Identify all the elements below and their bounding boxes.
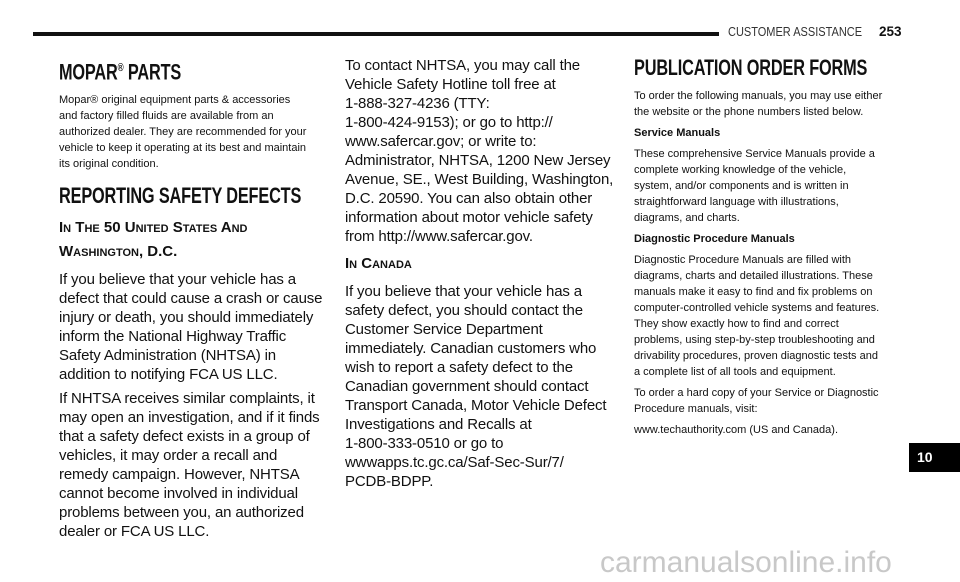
text-line: diagrams, charts and detailed illustrations. These (634, 270, 873, 282)
text-line: Customer Service Department (345, 321, 543, 338)
heading-text: MOPAR (59, 59, 118, 85)
text-line: Avenue, SE., West Building, Washington, (345, 171, 614, 188)
text-line: information about motor vehicle safety (345, 209, 593, 226)
text-line: manuals make it easy to find and fix problems on (634, 286, 873, 298)
column-1 (59, 56, 327, 546)
heading-reporting-safety-defects: REPORTING SAFETY DEFECTS (59, 183, 302, 209)
chapter-tab[interactable]: 10 (909, 443, 960, 472)
text-line: addition to notifying FCA US LLC. (59, 366, 278, 384)
text-line: To order a hard copy of your Service or Diagnostic (634, 387, 879, 399)
text-line: They show exactly how to find and correct (634, 318, 839, 330)
subheading-line: In The 50 United States And (59, 219, 248, 237)
text-line: the website or the phone numbers listed below. (634, 106, 864, 118)
text-line: remedy campaign. However, NHTSA (59, 466, 300, 484)
section-title: CUSTOMER ASSISTANCE (728, 25, 863, 39)
text-line: immediately. Canadian customers who (345, 340, 597, 357)
paragraph (634, 385, 904, 417)
text-line: straightforward language with illustrations, (634, 196, 839, 208)
text-line: If NHTSA receives similar complaints, it (59, 390, 315, 408)
paragraph (634, 146, 904, 226)
subheading-line: Washington, D.C. (59, 243, 178, 261)
text-line: Procedure manuals, visit: (634, 403, 758, 415)
heading-mopar-parts (59, 56, 257, 84)
text-line: To contact NHTSA, you may call the (345, 57, 580, 74)
text-line: Mopar® original equipment parts & accessories (59, 94, 291, 107)
text-line: 1-800-333-0510 or go to (345, 435, 504, 452)
text-line: injury or death, you should immediately (59, 309, 314, 327)
text-line: Transport Canada, Motor Vehicle Defect (345, 397, 607, 414)
text-line: Diagnostic Procedure Manuals are filled with (634, 254, 852, 266)
text-line: Vehicle Safety Hotline toll free at (345, 76, 556, 93)
column-2 (345, 56, 613, 496)
text-line: problems, using step-by-step troubleshooting and (634, 334, 875, 346)
text-line: system, and/or components and is written in (634, 180, 849, 192)
subheading-canada: In Canada (345, 255, 412, 272)
service-manuals-title: Service Manuals (634, 127, 721, 139)
paragraph (634, 252, 904, 380)
text-line: inform the National Highway Traffic (59, 328, 287, 346)
paragraph (634, 88, 904, 120)
text-line: wish to report a safety defect to the (345, 359, 573, 376)
text-line: Investigations and Recalls at (345, 416, 532, 433)
paragraph (345, 282, 613, 491)
page-number: 253 (879, 24, 902, 39)
text-line: If you believe that your vehicle has a (345, 283, 582, 300)
text-line: cannot become involved in individual (59, 485, 298, 503)
text-line: These comprehensive Service Manuals provide a (634, 148, 875, 160)
text-line: 1-800-424-9153); or go to http:// (345, 114, 553, 131)
text-line: 1-888-327-4236 (TTY: (345, 95, 490, 112)
text-line: wwwapps.tc.gc.ca/Saf-Sec-Sur/7/ (345, 454, 564, 471)
text-line: a complete list of all tools and equipment. (634, 366, 836, 378)
text-line: If you believe that your vehicle has a (59, 271, 296, 289)
text-line: Administrator, NHTSA, 1200 New Jersey (345, 152, 611, 169)
text-line: vehicle to keep it operating at its best and maintain (59, 142, 307, 155)
text-line: computer-controlled vehicle systems and features. (634, 302, 880, 314)
subheading-us (59, 216, 327, 264)
mopar-paragraph (59, 92, 327, 172)
paragraph (345, 56, 613, 246)
watermark: carmanualsonline.info (600, 546, 892, 579)
paragraph (59, 270, 327, 384)
techauthority-link[interactable] (634, 422, 904, 438)
text-line: To order the following manuals, you may use either (634, 90, 883, 102)
text-line: problems between you, an authorized (59, 504, 304, 522)
heading-text: PARTS (123, 59, 182, 85)
text-line: drivability procedures, proven diagnostic tests and (634, 350, 878, 362)
diagnostic-manuals-title: Diagnostic Procedure Manuals (634, 233, 795, 245)
text-line: www.safercar.gov; or write to: (345, 133, 537, 150)
text-line: www.techauthority.com (US and Canada). (634, 424, 838, 436)
heading-publication-order-forms: PUBLICATION ORDER FORMS (634, 55, 868, 80)
text-line: complete working knowledge of the vehicle, (634, 164, 847, 176)
header-rule (33, 32, 719, 36)
text-line: authorized dealer. They are recommended for your (59, 126, 307, 139)
text-line: PCDB-BDPP. (345, 473, 434, 490)
text-line: and factory filled fluids are available from an (59, 110, 274, 123)
text-line: its original condition. (59, 158, 159, 171)
text-line: may open an investigation, and if it finds (59, 409, 320, 427)
text-line: vehicles, it may order a recall and (59, 447, 278, 465)
text-line: D.C. 20590. You can also obtain other (345, 190, 593, 207)
text-line: diagrams, and charts. (634, 212, 740, 224)
registered-mark: ® (117, 62, 124, 74)
column-3 (634, 56, 904, 443)
text-line: Canadian government should contact (345, 378, 589, 395)
text-line: Safety Administration (NHTSA) in (59, 347, 276, 365)
text-line: from http://www.safercar.gov. (345, 228, 533, 245)
text-line: safety defect, you should contact the (345, 302, 583, 319)
text-line: that a safety defect exists in a group of (59, 428, 310, 446)
text-line: defect that could cause a crash or cause (59, 290, 323, 308)
text-line: dealer or FCA US LLC. (59, 523, 210, 541)
paragraph (59, 389, 327, 541)
